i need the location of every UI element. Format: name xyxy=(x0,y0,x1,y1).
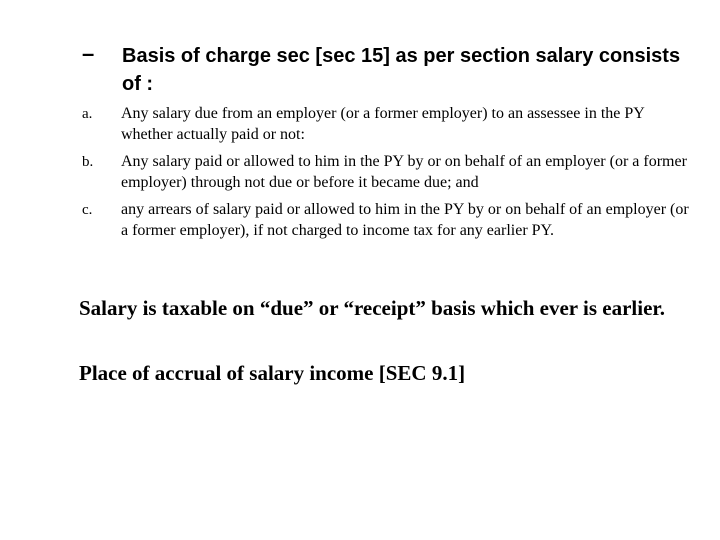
accrual-statement: Place of accrual of salary income [SEC 9.1] xyxy=(79,361,466,385)
list-marker-c: c. xyxy=(82,202,93,218)
list-item-a: Any salary due from an employer (or a former employer) to an assessee in the PY whether actually paid or not: xyxy=(121,105,645,143)
list-item-b: Any salary paid or allowed to him in the PY by or on behalf of an employer (or a former employer) through not due or before it became due; and xyxy=(121,153,687,191)
list-marker-b: b. xyxy=(82,154,94,170)
list-marker-a: a. xyxy=(82,106,93,122)
list-item-c: any arrears of salary paid or allowed to him in the PY by or on behalf of an employer (or a former employer), if not charged to income tax for any earlier PY. xyxy=(121,201,689,239)
taxability-statement: Salary is taxable on “due” or “receipt” basis which ever is earlier. xyxy=(79,296,666,320)
heading-bullet: – xyxy=(82,41,95,66)
slide-heading: Basis of charge sec [sec 15] as per section salary consists of : xyxy=(122,45,681,95)
